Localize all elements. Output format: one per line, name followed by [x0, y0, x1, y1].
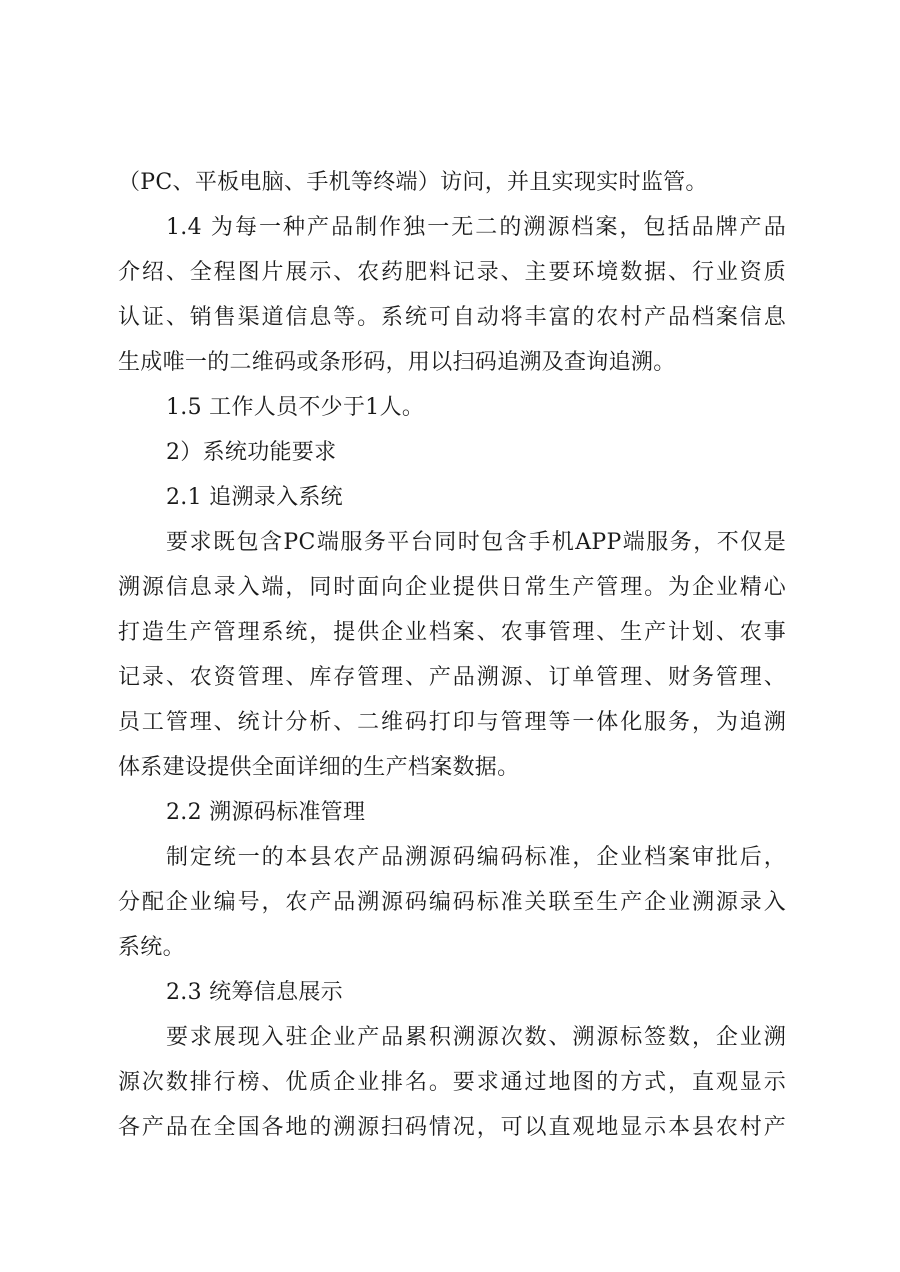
- text-line: 溯源信息录入端，同时面向企业提供日常生产管理。为企业精心: [118, 575, 786, 600]
- text-line: 员工管理、统计分析、二维码打印与管理等一体化服务，为追溯: [118, 710, 786, 735]
- section-2-heading: 2）系统功能要求: [166, 440, 337, 465]
- section-2-2-heading: 2.2 溯源码标准管理: [166, 800, 366, 825]
- body-text: [118, 160, 786, 1150]
- text-line: 分配企业编号，农产品溯源码编码标准关联至生产企业溯源录入: [118, 890, 786, 915]
- text-line: 体系建设提供全面详细的生产档案数据。: [118, 755, 520, 780]
- text-line: 打造生产管理系统，提供企业档案、农事管理、生产计划、农事: [118, 620, 786, 645]
- text-line: 各产品在全国各地的溯源扫码情况，可以直观地显示本县农村产: [118, 1115, 786, 1140]
- text-line: 生成唯一的二维码或条形码，用以扫码追溯及查询追溯。: [118, 350, 676, 375]
- text-line: 要求既包含PC端服务平台同时包含手机APP端服务，不仅是: [166, 530, 786, 555]
- text-line: 记录、农资管理、库存管理、产品溯源、订单管理、财务管理、: [118, 665, 786, 690]
- text-line: 系统。: [118, 935, 185, 960]
- section-1-5-line: 1.5 工作人员不少于1人。: [166, 395, 425, 420]
- section-2-1-heading: 2.1 追溯录入系统: [166, 485, 343, 510]
- text-line: 认证、销售渠道信息等。系统可自动将丰富的农村产品档案信息: [118, 305, 786, 330]
- text-line: 制定统一的本县农产品溯源码编码标准，企业档案审批后，: [166, 845, 786, 870]
- text-line: 介绍、全程图片展示、农药肥料记录、主要环境数据、行业资质: [118, 260, 786, 285]
- text-line: 源次数排行榜、优质企业排名。要求通过地图的方式，直观显示: [118, 1070, 786, 1095]
- text-line: （PC、平板电脑、手机等终端）访问，并且实现实时监管。: [118, 170, 708, 195]
- section-1-4-heading-line: 1.4 为每一种产品制作独一无二的溯源档案，包括品牌产品: [166, 215, 786, 240]
- section-2-3-heading: 2.3 统筹信息展示: [166, 980, 343, 1005]
- text-line: 要求展现入驻企业产品累积溯源次数、溯源标签数，企业溯: [166, 1025, 786, 1050]
